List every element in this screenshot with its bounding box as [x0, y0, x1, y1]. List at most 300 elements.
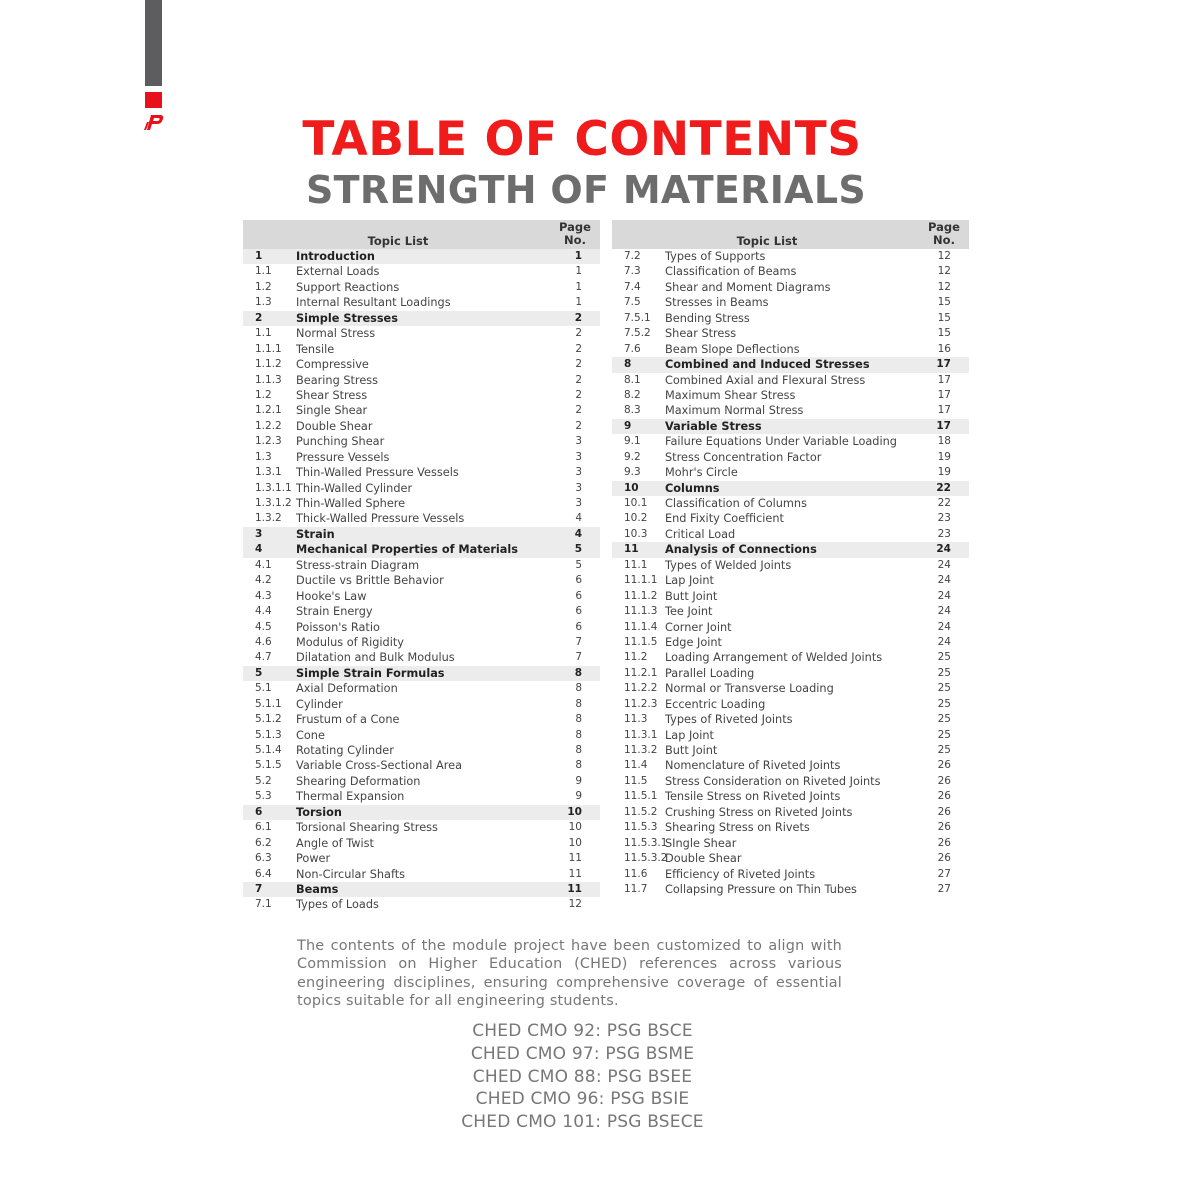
toc-page: 12 — [937, 250, 951, 262]
toc-page: 8 — [575, 759, 582, 772]
toc-page: 2 — [575, 404, 582, 417]
toc-topic: External Loads — [296, 265, 380, 279]
toc-number: 4 — [255, 543, 263, 556]
brand-square — [145, 92, 162, 108]
toc-row — [612, 373, 969, 388]
toc-header-topic: Topic List — [736, 234, 798, 248]
toc-row — [243, 450, 600, 465]
toc-topic: Single Shear — [296, 404, 368, 418]
toc-page: 6 — [575, 589, 582, 602]
toc-number: 1.3.1 — [255, 466, 282, 479]
toc-number: 4.3 — [255, 589, 272, 602]
toc-topic: Mohr's Circle — [665, 466, 738, 480]
toc-topic: Axial Deformation — [296, 682, 398, 696]
toc-topic: Types of Welded Joints — [665, 558, 792, 572]
toc-number: 5.2 — [255, 774, 272, 787]
toc-number: 11.2.3 — [624, 697, 658, 710]
toc-topic: Internal Resultant Loadings — [296, 296, 451, 310]
toc-section-row — [612, 481, 969, 496]
toc-page: 3 — [575, 497, 582, 509]
toc-row — [612, 851, 969, 866]
toc-number: 7.5 — [624, 296, 641, 309]
toc-number: 11.5.3.1 — [624, 836, 668, 849]
toc-row — [612, 249, 969, 264]
toc-table-right — [612, 220, 969, 897]
toc-topic: Thermal Expansion — [296, 790, 405, 804]
toc-topic: Introduction — [296, 250, 375, 263]
toc-topic: Stress-strain Diagram — [296, 558, 420, 572]
toc-page: 8 — [575, 682, 582, 695]
toc-row — [243, 295, 600, 310]
toc-header-topic: Topic List — [367, 234, 429, 248]
toc-number: 1.2.1 — [255, 404, 282, 417]
toc-topic: Beam Slope Deflections — [665, 342, 800, 356]
toc-topic: Collapsing Pressure on Thin Tubes — [665, 882, 857, 896]
toc-number: 10 — [624, 481, 639, 494]
toc-number: 1.1 — [255, 265, 272, 278]
toc-number: 11.2.2 — [624, 682, 658, 695]
toc-topic: Stress Concentration Factor — [665, 450, 822, 464]
toc-number: 5.1.3 — [255, 728, 282, 741]
toc-topic: Failure Equations Under Variable Loading — [665, 435, 897, 449]
ched-item: CHED CMO 88: PSG BSEE — [472, 1067, 693, 1087]
toc-number: 11.7 — [624, 882, 648, 895]
toc-number: 9.1 — [624, 435, 641, 448]
toc-page: 5 — [575, 558, 582, 571]
toc-number: 7.4 — [624, 280, 641, 293]
ched-item: CHED CMO 101: PSG BSECE — [461, 1112, 704, 1132]
toc-page: 25 — [937, 697, 951, 710]
toc-topic: Double Shear — [296, 419, 373, 433]
toc-page: 12 — [937, 280, 951, 293]
toc-topic: End Fixity Coefficient — [665, 512, 784, 526]
toc-topic: Normal or Transverse Loading — [665, 682, 834, 696]
toc-page: 26 — [937, 774, 951, 787]
toc-page: 12 — [937, 265, 951, 278]
toc-row — [243, 897, 600, 912]
toc-number: 5.1.1 — [255, 697, 282, 710]
toc-row — [243, 836, 600, 851]
toc-page: 8 — [574, 666, 582, 679]
toc-topic: Cylinder — [296, 697, 343, 711]
toc-number: 1.1 — [255, 327, 272, 340]
toc-topic: Corner Joint — [665, 620, 732, 634]
toc-number: 11.5.2 — [624, 805, 658, 818]
toc-number: 9.2 — [624, 450, 641, 463]
toc-number: 4.1 — [255, 558, 272, 571]
toc-topic: Thin-Walled Pressure Vessels — [296, 466, 459, 480]
toc-number: 1.2.2 — [255, 419, 282, 432]
toc-page: 1 — [574, 250, 582, 262]
toc-row — [243, 712, 600, 727]
toc-topic: Types of Riveted Joints — [665, 713, 793, 727]
toc-topic: Variable Cross-Sectional Area — [296, 759, 462, 773]
toc-row — [612, 280, 969, 295]
toc-page: 2 — [575, 388, 582, 401]
toc-page: 25 — [937, 682, 951, 695]
toc-page: 18 — [937, 435, 951, 448]
toc-number: 1.1.3 — [255, 373, 282, 386]
toc-page: 22 — [936, 481, 951, 494]
toc-number: 1.2.3 — [255, 435, 282, 448]
toc-number: 4.5 — [255, 620, 272, 633]
toc-topic: Thin-Walled Cylinder — [296, 481, 413, 495]
toc-number: 1.3.1.2 — [255, 497, 292, 509]
toc-topic: Power — [296, 852, 331, 866]
toc-topic: Stresses in Beams — [665, 296, 769, 310]
toc-page: 17 — [937, 404, 951, 417]
toc-topic: Eccentric Loading — [665, 697, 766, 711]
toc-number: 7.3 — [624, 265, 641, 278]
toc-header-page-line1: Page — [928, 220, 960, 234]
toc-topic: Columns — [665, 481, 720, 495]
toc-number: 5.3 — [255, 790, 272, 803]
toc-page: 24 — [937, 620, 951, 633]
toc-topic: Efficiency of Riveted Joints — [665, 867, 816, 881]
toc-page: 16 — [937, 342, 951, 355]
toc-page: 3 — [575, 450, 582, 463]
toc-section-row — [243, 666, 600, 681]
toc-topic: Beams — [296, 882, 339, 896]
toc-topic: Normal Stress — [296, 327, 376, 341]
toc-topic: Tee Joint — [665, 605, 713, 619]
toc-page: 1 — [575, 265, 582, 278]
toc-topic: Crushing Stress on Riveted Joints — [665, 805, 853, 819]
toc-row — [243, 326, 600, 341]
toc-page: 10 — [568, 821, 582, 834]
toc-page: 24 — [937, 605, 951, 618]
toc-section-row — [612, 419, 969, 434]
toc-section-row — [612, 542, 969, 557]
toc-row — [243, 650, 600, 665]
toc-page: 3 — [575, 435, 582, 448]
toc-number: 5 — [255, 666, 263, 679]
toc-row — [612, 604, 969, 619]
toc-topic: Classification of Beams — [665, 265, 797, 279]
toc-number: 1.3 — [255, 296, 272, 309]
toc-row — [243, 465, 600, 480]
toc-row — [612, 311, 969, 326]
toc-row — [243, 743, 600, 758]
toc-page: 23 — [937, 527, 951, 540]
toc-row — [243, 511, 600, 526]
toc-topic: Double Shear — [665, 852, 742, 866]
toc-row — [243, 851, 600, 866]
toc-header-page-line2: No. — [564, 233, 586, 247]
toc-number: 11.1.2 — [624, 589, 658, 602]
toc-row — [612, 434, 969, 449]
toc-row — [243, 728, 600, 743]
toc-number: 5.1 — [255, 682, 272, 695]
toc-header-page — [550, 221, 600, 247]
toc-row — [243, 388, 600, 403]
toc-section-row — [243, 311, 600, 326]
toc-topic: Cone — [296, 728, 325, 742]
toc-row — [612, 867, 969, 882]
toc-topic: Torsion — [296, 805, 342, 819]
toc-topic: Simple Strain Formulas — [296, 666, 445, 680]
toc-number: 11.1.5 — [624, 635, 658, 648]
toc-topic: Shearing Stress on Rivets — [665, 821, 810, 835]
toc-row — [243, 573, 600, 588]
toc-row — [243, 357, 600, 372]
toc-row — [612, 450, 969, 465]
toc-number: 11.5.1 — [624, 790, 658, 803]
toc-page: 11 — [567, 882, 582, 895]
toc-page: 10 — [568, 836, 582, 849]
toc-section-row — [243, 527, 600, 542]
toc-row — [612, 620, 969, 635]
toc-row — [243, 264, 600, 279]
toc-topic: Variable Stress — [665, 419, 762, 433]
toc-number: 1 — [255, 250, 263, 262]
toc-row — [612, 264, 969, 279]
toc-row — [612, 805, 969, 820]
toc-number: 11.5 — [624, 774, 648, 787]
toc-page: 25 — [937, 713, 951, 726]
toc-row — [612, 681, 969, 696]
toc-row — [612, 836, 969, 851]
toc-page: 7 — [575, 651, 582, 664]
toc-row — [243, 758, 600, 773]
toc-page: 24 — [937, 574, 951, 587]
toc-row — [612, 635, 969, 650]
toc-page: 3 — [575, 481, 582, 494]
toc-body — [243, 249, 600, 913]
toc-section-row — [243, 882, 600, 897]
toc-page: 6 — [575, 620, 582, 633]
toc-number: 4.2 — [255, 574, 272, 587]
toc-row — [243, 558, 600, 573]
toc-topic: Angle of Twist — [296, 836, 374, 850]
toc-topic: Compressive — [296, 358, 369, 372]
toc-row — [612, 342, 969, 357]
toc-row — [243, 789, 600, 804]
toc-number: 11.1.1 — [624, 574, 658, 587]
toc-page: 1 — [575, 296, 582, 309]
toc-number: 6 — [255, 805, 263, 818]
toc-page: 24 — [937, 635, 951, 648]
toc-page: 25 — [937, 666, 951, 679]
toc-number: 4.6 — [255, 635, 272, 648]
toc-page: 8 — [575, 713, 582, 726]
toc-number: 11.5.3 — [624, 821, 658, 834]
toc-row — [612, 573, 969, 588]
toc-number: 10.3 — [624, 527, 648, 540]
toc-table-left — [243, 220, 600, 913]
toc-number: 5.1.2 — [255, 713, 282, 726]
toc-row — [612, 728, 969, 743]
toc-row — [612, 558, 969, 573]
toc-number: 11.6 — [624, 867, 648, 880]
toc-page: 7 — [575, 635, 582, 648]
toc-topic: Analysis of Connections — [665, 543, 817, 557]
toc-page: 24 — [937, 558, 951, 571]
toc-topic: Nomenclature of Riveted Joints — [665, 759, 841, 773]
toc-page: 2 — [575, 358, 582, 371]
module-description: The contents of the module project have been customized to align with Commission on Higher Education (CHED) references across various engineering disciplines, ensuring comprehensive coverage of essential topics suitable for all engineering students. — [297, 938, 842, 1009]
toc-section-row — [243, 249, 600, 264]
toc-number: 1.1.1 — [255, 342, 282, 355]
toc-page: 26 — [937, 836, 951, 849]
toc-row — [243, 403, 600, 418]
toc-topic: Parallel Loading — [665, 666, 755, 680]
toc-topic: Shear and Moment Diagrams — [665, 280, 831, 294]
toc-topic: Tensile Stress on Riveted Joints — [665, 790, 841, 804]
toc-number: 10.2 — [624, 512, 648, 525]
toc-topic: Loading Arrangement of Welded Joints — [665, 651, 883, 665]
toc-number: 4.4 — [255, 605, 272, 618]
toc-row — [243, 496, 600, 511]
toc-row — [612, 388, 969, 403]
toc-row — [243, 635, 600, 650]
toc-number: 2 — [255, 311, 263, 324]
toc-number: 11.3.2 — [624, 744, 658, 756]
toc-page: 25 — [937, 728, 951, 741]
toc-number: 7.2 — [624, 250, 641, 262]
toc-body — [612, 249, 969, 897]
toc-row — [612, 882, 969, 897]
toc-topic: Stress Consideration on Riveted Joints — [665, 774, 881, 788]
toc-number: 11.1.3 — [624, 605, 658, 618]
toc-page: 26 — [937, 805, 951, 818]
toc-topic: Frustum of a Cone — [296, 713, 400, 727]
toc-topic: Thick-Walled Pressure Vessels — [296, 512, 465, 526]
toc-number: 11.2.1 — [624, 666, 658, 679]
toc-page: 9 — [575, 790, 582, 803]
toc-topic: Punching Shear — [296, 435, 385, 449]
toc-row — [243, 681, 600, 696]
toc-topic: Types of Supports — [665, 250, 766, 263]
toc-topic: Poisson's Ratio — [296, 620, 380, 634]
toc-number: 7.5.2 — [624, 327, 651, 340]
page-subtitle: STRENGTH OF MATERIALS — [305, 168, 867, 212]
toc-page: 8 — [575, 744, 582, 756]
toc-topic: Tensile — [296, 342, 335, 356]
toc-page: 15 — [937, 311, 951, 324]
toc-number: 8 — [624, 358, 632, 371]
toc-header-page-line1: Page — [559, 220, 591, 234]
toc-topic: Rotating Cylinder — [296, 744, 394, 757]
toc-page: 24 — [937, 589, 951, 602]
toc-number: 9.3 — [624, 466, 641, 479]
toc-page: 6 — [575, 574, 582, 587]
toc-number: 11.3 — [624, 713, 648, 726]
toc-row — [612, 666, 969, 681]
toc-topic: Thin-Walled Sphere — [296, 497, 406, 510]
toc-page: 17 — [937, 388, 951, 401]
brand-bar — [145, 0, 162, 86]
toc-page: 11 — [568, 867, 582, 880]
toc-topic: Hooke's Law — [296, 589, 367, 603]
toc-page: 1 — [575, 280, 582, 293]
toc-number: 5.1.4 — [255, 744, 282, 756]
toc-number: 6.3 — [255, 852, 272, 865]
toc-row — [612, 403, 969, 418]
toc-header — [612, 220, 969, 249]
toc-number: 8.2 — [624, 388, 641, 401]
toc-number: 3 — [255, 527, 263, 540]
toc-row — [612, 789, 969, 804]
toc-number: 11.2 — [624, 651, 648, 664]
toc-number: 11.4 — [624, 759, 648, 772]
toc-page: 3 — [575, 466, 582, 479]
toc-topic: Bending Stress — [665, 311, 750, 325]
ched-item: CHED CMO 97: PSG BSME — [470, 1044, 695, 1064]
toc-page: 11 — [568, 852, 582, 865]
toc-page: 25 — [937, 744, 951, 756]
toc-row — [243, 774, 600, 789]
toc-page: 19 — [937, 466, 951, 479]
toc-number: 6.1 — [255, 821, 272, 834]
toc-row — [243, 620, 600, 635]
toc-topic: Dilatation and Bulk Modulus — [296, 651, 455, 665]
toc-row — [612, 774, 969, 789]
toc-row — [243, 697, 600, 712]
toc-number: 7.5.1 — [624, 311, 651, 324]
toc-topic: Critical Load — [665, 527, 736, 541]
toc-page: 15 — [937, 327, 951, 340]
toc-topic: Shear Stress — [296, 388, 368, 402]
toc-number: 11.1.4 — [624, 620, 658, 633]
toc-row — [612, 820, 969, 835]
toc-number: 11.5.3.2 — [624, 852, 668, 865]
toc-page: 9 — [575, 774, 582, 787]
toc-page: 15 — [937, 296, 951, 309]
toc-topic: Butt Joint — [665, 589, 718, 603]
toc-page: 2 — [575, 342, 582, 355]
toc-row — [243, 604, 600, 619]
toc-page: 26 — [937, 821, 951, 834]
toc-page: 4 — [575, 512, 582, 525]
toc-row — [243, 820, 600, 835]
toc-row — [612, 527, 969, 542]
toc-number: 8.1 — [624, 373, 641, 386]
toc-number: 8.3 — [624, 404, 641, 417]
toc-row — [612, 758, 969, 773]
toc-page: 5 — [574, 543, 582, 556]
toc-page: 17 — [936, 358, 951, 371]
toc-number: 5.1.5 — [255, 759, 282, 772]
toc-topic: Maximum Shear Stress — [665, 388, 796, 402]
toc-page: 17 — [936, 419, 951, 432]
page-title: TABLE OF CONTENTS — [302, 112, 862, 167]
toc-header-page-line2: No. — [933, 233, 955, 247]
toc-row — [243, 419, 600, 434]
toc-page: 26 — [937, 759, 951, 772]
toc-topic: Shear Stress — [665, 327, 737, 341]
toc-page: 2 — [575, 373, 582, 386]
toc-row — [612, 511, 969, 526]
toc-number: 6.2 — [255, 836, 272, 849]
toc-topic: Butt Joint — [665, 744, 718, 757]
toc-page: 23 — [937, 512, 951, 525]
toc-number: 6.4 — [255, 867, 272, 880]
toc-row — [612, 589, 969, 604]
toc-page: 19 — [937, 450, 951, 463]
toc-topic: Bearing Stress — [296, 373, 379, 387]
toc-number: 4.7 — [255, 651, 272, 664]
toc-row — [243, 280, 600, 295]
toc-row — [612, 326, 969, 341]
toc-topic: Ductile vs Brittle Behavior — [296, 574, 444, 588]
toc-page: 27 — [937, 867, 951, 880]
toc-page: 17 — [937, 373, 951, 386]
toc-topic: Maximum Normal Stress — [665, 404, 804, 418]
toc-section-row — [243, 805, 600, 820]
toc-section-row — [243, 542, 600, 557]
toc-number: 1.1.2 — [255, 358, 282, 371]
